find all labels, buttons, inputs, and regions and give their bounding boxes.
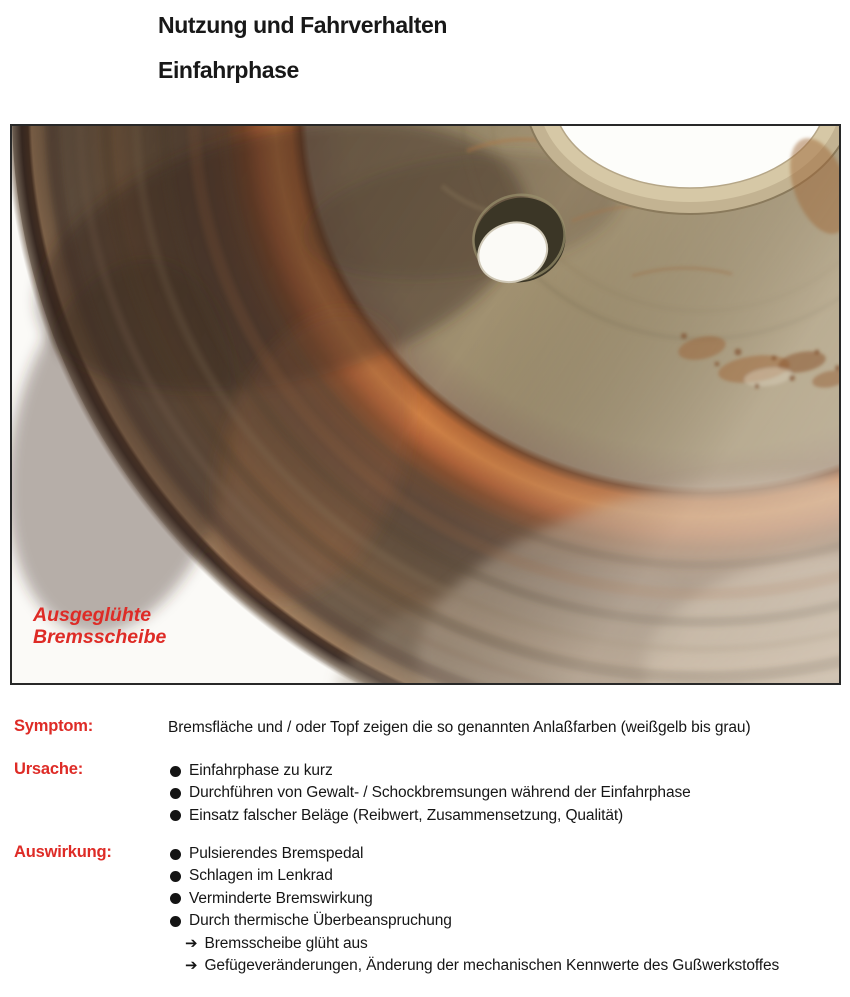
- bullet-text: Schlagen im Lenkrad: [189, 867, 333, 885]
- list-item: [168, 888, 836, 910]
- bullet-dot-icon: [170, 893, 181, 904]
- section-label-ursache: Ursache:: [14, 760, 84, 778]
- bullet-text: Verminderte Bremswirkung: [189, 889, 373, 907]
- page-subtitle: Einfahrphase: [158, 57, 299, 83]
- bullet-text: Pulsierendes Bremspedal: [189, 845, 364, 862]
- bullet-text: Durch thermische Überbeanspruchung: [189, 912, 452, 930]
- bullet-dot-icon: [170, 788, 181, 799]
- bullet-text: Einsatz falscher Beläge (Reibwert, Zusammensetzung, Qualität): [189, 806, 624, 824]
- symptom-text: Bremsfläche und / oder Topf zeigen die so genannten Anlaßfarben (weißgelb bis grau): [168, 719, 751, 736]
- list-item: [168, 760, 836, 782]
- sub-bullet-text: Gefügeveränderungen, Änderung der mechanischen Kennwerte des Gußwerkstoffes: [204, 956, 780, 974]
- bullet-text: Durchführen von Gewalt- / Schockbremsungen während der Einfahrphase: [189, 784, 691, 802]
- bullet-dot-icon: [170, 871, 181, 882]
- list-item: [168, 843, 836, 865]
- list-item: [168, 865, 836, 887]
- bullet-text: Einfahrphase zu kurz: [189, 762, 333, 779]
- bullet-dot-icon: [170, 916, 181, 927]
- photo-caption-line1: Ausgeglühte: [33, 604, 152, 626]
- section-symptom: [14, 717, 836, 739]
- section-auswirkung: [14, 843, 836, 977]
- brake-disc-photo-frame: [10, 124, 841, 685]
- sub-list-item: [168, 955, 836, 977]
- page-title: Nutzung und Fahrverhalten: [158, 12, 448, 38]
- list-item: [168, 805, 836, 827]
- brake-disc-photo: [12, 126, 839, 683]
- bullet-dot-icon: [170, 810, 181, 821]
- arrow-right-icon: ➔: [185, 956, 198, 974]
- list-item: [168, 910, 836, 932]
- photo-caption-line2: Bremsscheibe: [33, 625, 167, 648]
- sub-bullet-text: Bremsscheibe glüht aus: [204, 934, 368, 952]
- list-item: [168, 782, 836, 804]
- sub-list-item: [168, 933, 836, 955]
- bullet-dot-icon: [170, 766, 181, 777]
- photo-caption: [33, 605, 166, 648]
- arrow-right-icon: ➔: [185, 934, 198, 952]
- section-label-symptom: Symptom:: [14, 717, 94, 735]
- bullet-dot-icon: [170, 849, 181, 860]
- section-ursache: [14, 760, 836, 827]
- section-label-auswirkung: Auswirkung:: [14, 843, 112, 861]
